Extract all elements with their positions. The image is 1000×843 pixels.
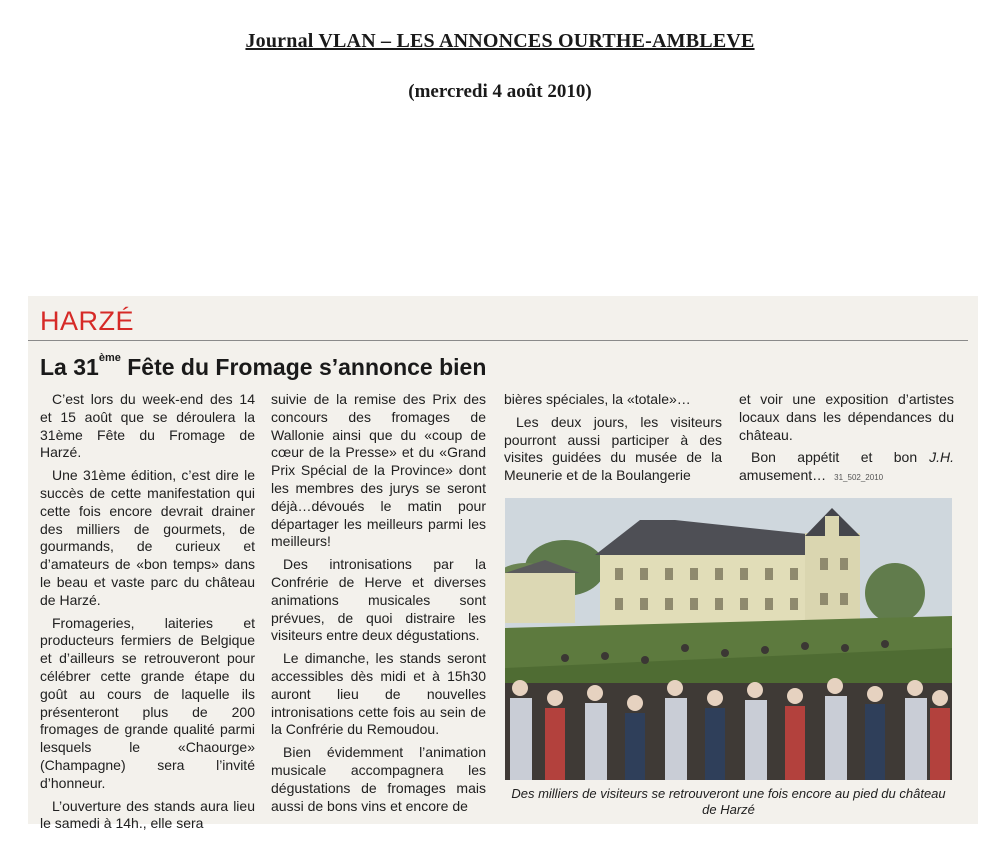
article-column-1 [40,391,255,838]
paragraph: Fromageries, laiteries et producteurs fermiers de Belgique et d’ailleurs se retrouveront pour célébrer cette grande étape du goût au cours de laquelle ils présenteront plus de 200 fromages de grande qualité parmi lesquels le «Chaourge» (Champagne) sera l’invité d’honneur. [40,614,255,791]
tower-belfry [825,516,839,536]
headline-prefix: La 31 [40,354,99,380]
paragraph: Des intronisations par la Confrérie de Herve et diverses animations musicales sont prévues, de quoi distraire les visiteurs entre deux dégustations. [271,556,486,644]
section-divider [28,340,968,341]
paragraph: Bien évidemment l’animation musicale accompagnera les dégustations de fromages mais aussi de bons vins et encore de [271,744,486,814]
article-column-4 [739,391,954,492]
author-signature: J.H. [929,449,954,466]
chateau-illustration [505,498,952,780]
chateau-photo [505,498,952,780]
paragraph: suivie de la remise des Prix des concours des fromages de Wallonie ainsi que du «coup de cœur de la Presse» et du «Grand Prix Spécial de la Province» dont les membres des jurys se seront déjà…dévoués le matin pour départager les meilleurs parmi les meilleurs! [271,391,486,550]
closing-text: Bon appétit et bon amusement… [739,449,918,484]
article-headline [40,354,486,381]
castle-tower [805,533,860,628]
section-label: HARZÉ [40,306,135,336]
paragraph: L’ouverture des stands aura lieu le samedi à 14h., elle sera [40,797,255,832]
signature-row [739,449,954,487]
newspaper-clipping [28,296,978,832]
article-column-3 [504,391,722,490]
document-date: (mercredi 4 août 2010) [408,81,592,102]
headline-superscript: ème [98,352,121,364]
photo-caption: Des milliers de visiteurs se retrouveront une fois encore au pied du château de Harzé [511,786,946,817]
article-column-2 [271,391,486,820]
outbuilding [505,573,575,623]
closing-paragraph [739,449,954,487]
reference-code: 31_502_2010 [834,473,884,483]
castle-wing [600,553,835,628]
paragraph: C’est lors du week-end des 14 et 15 août que se déroulera la 31ème Fête du Fromage de Harzé. [40,391,255,461]
paragraph: Le dimanche, les stands seront accessibles dès midi et à 15h30 auront lieu de nouvelles intronisations cette fois au sein de la Confrérie du Remoudou. [271,650,486,738]
document-header [0,30,1000,103]
paragraph: bières spéciales, la «totale»… [504,391,691,407]
tree [865,563,925,623]
crowd [505,678,952,780]
paragraph: Une 31ème édition, c’est dire le succès de cette manifestation qui cette fois encore devrait drainer des milliers de gourmets, de gourmands, de curieux et d’amateurs de «bon temps» dans le beau et vaste parc du château de Harzé. [40,467,255,608]
paragraph: et voir une exposition d’artistes locaux dans les dépendances du château. [739,391,954,443]
document-title: Journal VLAN – LES ANNONCES OURTHE-AMBLEVE [245,30,755,52]
paragraph: Les deux jours, les visiteurs pourront aussi participer à des visites guidées du musée de la Meunerie et de la Boulangerie [504,413,722,484]
headline-suffix: Fête du Fromage s’annonce bien [120,354,487,380]
